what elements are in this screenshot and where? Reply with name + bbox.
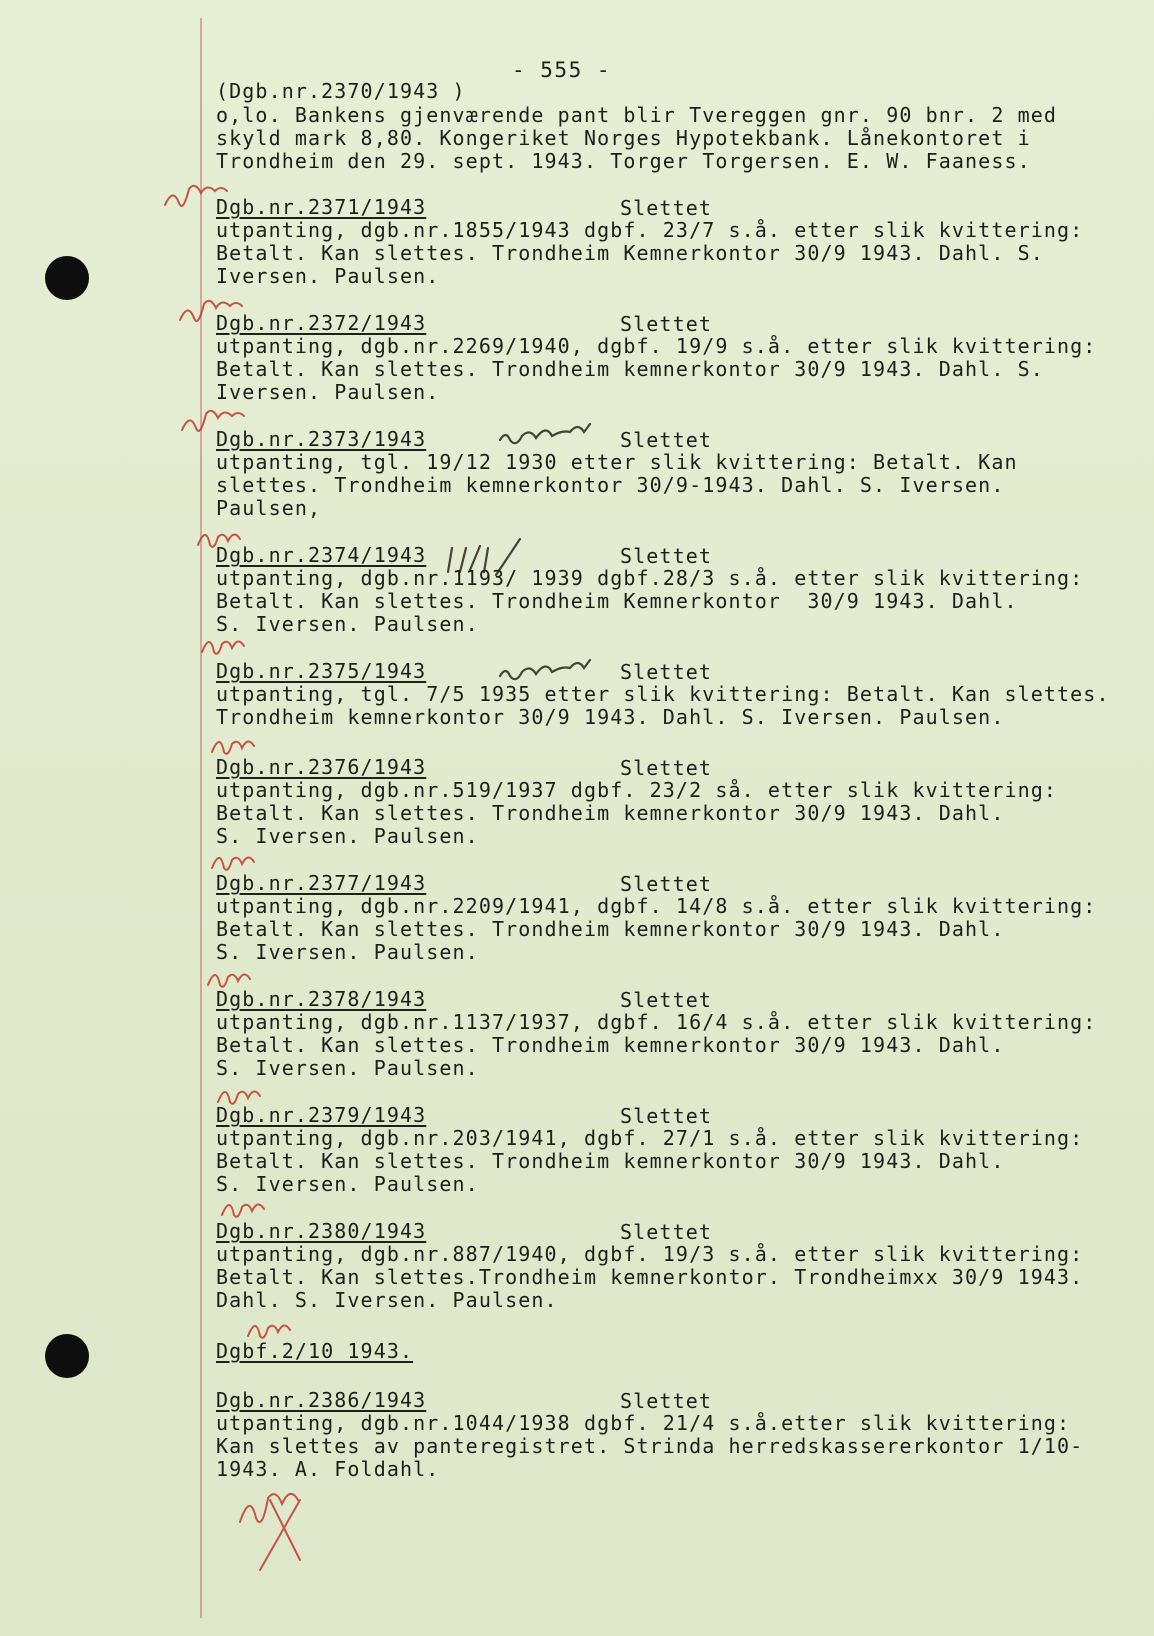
- margin-note-avlyst: [248, 1325, 290, 1337]
- margin-note-avlyst: [218, 1091, 260, 1103]
- status-label: Slettet: [620, 1389, 712, 1413]
- entry-line: Trondheim kemnerkontor 30/9 1943. Dahl. S. Iversen. Paulsen.: [216, 705, 1005, 729]
- entry-line: S. Iversen. Paulsen.: [216, 612, 479, 636]
- entry-line: Betalt. Kan slettes.Trondheim kemnerkontor. Trondheimxx 30/9 1943.: [216, 1265, 1084, 1289]
- status-label: Slettet: [620, 988, 712, 1012]
- entry-line: Betalt. Kan slettes. Trondheim kemnerkontor 30/9 1943. Dahl.: [216, 801, 1005, 825]
- status-label: Slettet: [620, 872, 712, 896]
- entry-line: S. Iversen. Paulsen.: [216, 1056, 479, 1080]
- status-label: Slettet: [620, 1220, 712, 1244]
- entry-line: utpanting, dgb.nr.1193/ 1939 dgbf.28/3 s.å. etter slik kvittering:: [216, 566, 1084, 590]
- entry-ref: Dgb.nr.2372/1943: [216, 311, 427, 335]
- entry-line: Betalt. Kan slettes. Trondheim Kemnerkontor 30/9 1943. Dahl.: [216, 589, 1018, 613]
- entry-line: utpanting, dgb.nr.1855/1943 dgbf. 23/7 s.å. etter slik kvittering:: [216, 218, 1084, 242]
- entry-line: Betalt. Kan slettes. Trondheim kemnerkontor 30/9 1943. Dahl. S.: [216, 357, 1044, 381]
- status-label: Slettet: [620, 312, 712, 336]
- inline-note-som-dok: [500, 660, 590, 679]
- entry-line: slettes. Trondheim kemnerkontor 30/9-1943. Dahl. S. Iversen.: [216, 473, 1005, 497]
- entry-line: Iversen. Paulsen.: [216, 264, 440, 288]
- entry-line: utpanting, dgb.nr.1044/1938 dgbf. 21/4 s.å.etter slik kvittering:: [216, 1411, 1071, 1435]
- entry-line: Betalt. Kan slettes. Trondheim kemnerkontor 30/9 1943. Dahl.: [216, 1149, 1005, 1173]
- margin-note-avlyst: [240, 1494, 300, 1570]
- status-label: Slettet: [620, 428, 712, 452]
- opening-line: skyld mark 8,80. Kongeriket Norges Hypotekbank. Lånekontoret i: [216, 126, 1031, 150]
- margin-note-avlyst: [222, 1204, 264, 1216]
- entry-ref: Dgb.nr.2380/1943: [216, 1219, 427, 1243]
- entry-ref: Dgb.nr.2377/1943: [216, 871, 427, 895]
- margin-rule: [200, 18, 202, 1618]
- entry-line: Paulsen,: [216, 496, 322, 520]
- entry-line: utpanting, dgb.nr.519/1937 dgbf. 23/2 så. etter slik kvittering:: [216, 778, 1058, 802]
- status-label: Slettet: [620, 1104, 712, 1128]
- entry-ref: Dgb.nr.2371/1943: [216, 195, 427, 219]
- entry-line: utpanting, dgb.nr.1137/1937, dgbf. 16/4 s.å. etter slik kvittering:: [216, 1010, 1097, 1034]
- margin-note-avlyst: [202, 641, 244, 653]
- inline-note-som-dok: [500, 424, 590, 443]
- entry-line: Betalt. Kan slettes. Trondheim Kemnerkontor 30/9 1943. Dahl. S.: [216, 241, 1044, 265]
- status-label: Slettet: [620, 756, 712, 780]
- date-heading: Dgbf.2/10 1943.: [216, 1339, 414, 1363]
- entry-line: S. Iversen. Paulsen.: [216, 940, 479, 964]
- entry-line: Betalt. Kan slettes. Trondheim kemnerkontor 30/9 1943. Dahl.: [216, 1033, 1005, 1057]
- entry-line: utpanting, tgl. 19/12 1930 etter slik kvittering: Betalt. Kan: [216, 450, 1018, 474]
- entry-ref: Dgb.nr.2379/1943: [216, 1103, 427, 1127]
- entry-ref: Dgb.nr.2375/1943: [216, 659, 427, 683]
- status-label: Slettet: [620, 660, 712, 684]
- entry-line: 1943. A. Foldahl.: [216, 1457, 440, 1481]
- punch-hole-top: [45, 256, 89, 300]
- entry-line: utpanting, dgb.nr.887/1940, dgbf. 19/3 s.å. etter slik kvittering:: [216, 1242, 1084, 1266]
- entry-ref: Dgb.nr.2374/1943: [216, 543, 427, 567]
- page-number: - 555 -: [512, 58, 612, 82]
- status-label: Slettet: [620, 544, 712, 568]
- margin-note-avlyst: [212, 857, 254, 869]
- entry-line: S. Iversen. Paulsen.: [216, 824, 479, 848]
- punch-hole-bottom: [45, 1334, 89, 1378]
- entry-line: utpanting, dgb.nr.2269/1940, dgbf. 19/9 s.å. etter slik kvittering:: [216, 334, 1097, 358]
- opening-line: o,lo. Bankens gjenværende pant blir Tvereggen gnr. 90 bnr. 2 med: [216, 103, 1058, 127]
- entry-ref: Dgb.nr.2373/1943: [216, 427, 427, 451]
- entry-ref: Dgb.nr.2386/1943: [216, 1388, 427, 1412]
- entry-line: Dahl. S. Iversen. Paulsen.: [216, 1288, 558, 1312]
- margin-note-avlyst: [208, 974, 250, 986]
- status-label: Slettet: [620, 196, 712, 220]
- margin-note-avlyst: [212, 741, 254, 753]
- entry-ref: Dgb.nr.2376/1943: [216, 755, 427, 779]
- opening-ref: (Dgb.nr.2370/1943 ): [216, 79, 466, 103]
- entry-line: S. Iversen. Paulsen.: [216, 1172, 479, 1196]
- opening-line: Trondheim den 29. sept. 1943. Torger Torgersen. E. W. Faaness.: [216, 149, 1031, 173]
- entry-line: Kan slettes av panteregistret. Strinda herredskassererkontor 1/10-: [216, 1434, 1084, 1458]
- entry-line: utpanting, tgl. 7/5 1935 etter slik kvittering: Betalt. Kan slettes.: [216, 682, 1110, 706]
- entry-ref: Dgb.nr.2378/1943: [216, 987, 427, 1011]
- entry-line: utpanting, dgb.nr.203/1941, dgbf. 27/1 s.å. etter slik kvittering:: [216, 1126, 1084, 1150]
- entry-line: utpanting, dgb.nr.2209/1941, dgbf. 14/8 s.å. etter slik kvittering:: [216, 894, 1097, 918]
- entry-line: Betalt. Kan slettes. Trondheim kemnerkontor 30/9 1943. Dahl.: [216, 917, 1005, 941]
- entry-line: Iversen. Paulsen.: [216, 380, 440, 404]
